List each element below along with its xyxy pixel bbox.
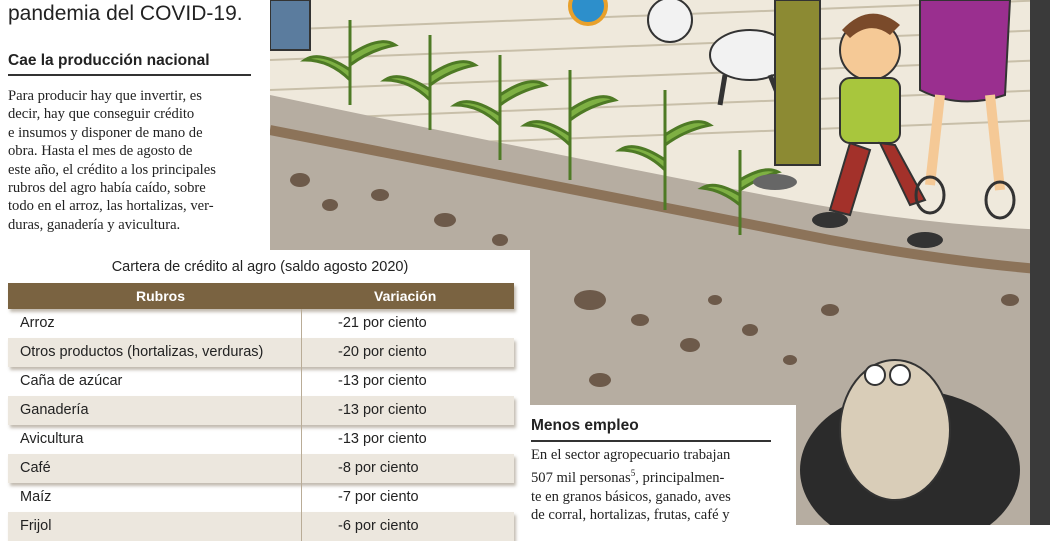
body-line: de corral, hortalizas, frutas, café y (531, 507, 730, 524)
table-row (8, 425, 514, 454)
header-variacion: Variación (374, 288, 437, 304)
table-row (8, 454, 514, 483)
cell-variacion: -8 por ciento (338, 460, 419, 476)
body-line: todo en el arroz, las hortalizas, ver- (8, 198, 214, 215)
body-line: te en granos básicos, ganado, aves (531, 488, 731, 505)
body-line: decir, hay que conseguir crédito (8, 106, 195, 123)
body-line-part: , principalmen- (635, 470, 725, 487)
section-title-empleo: Menos empleo (531, 417, 639, 434)
cell-variacion: -6 por ciento (338, 518, 419, 534)
badge-icon (570, 0, 606, 24)
column-divider (301, 338, 302, 367)
table-row (8, 338, 514, 367)
column-divider (301, 396, 302, 425)
cell-rubro: Otros productos (hortalizas, verduras) (20, 344, 264, 360)
table-title: Cartera de crédito al agro (saldo agosto 2020) (111, 259, 409, 275)
column-divider (301, 483, 302, 512)
column-divider (301, 512, 302, 541)
footnote-ref[interactable]: 5 (630, 468, 636, 479)
cell-variacion: -13 por ciento (338, 431, 427, 447)
intro-line: pandemia del COVID-19. (8, 2, 243, 25)
section-body-produccion (8, 87, 251, 234)
table-row (8, 367, 514, 396)
cell-variacion: -21 por ciento (338, 315, 427, 331)
intro-text (8, 2, 243, 26)
cell-rubro: Frijol (20, 518, 52, 534)
cell-rubro: Café (20, 460, 51, 476)
table-header (8, 283, 514, 309)
section-rule (531, 440, 771, 442)
body-line: este año, el crédito a los principales (8, 161, 216, 178)
body-line-part: 507 mil personas (531, 470, 631, 487)
cell-rubro: Maíz (20, 489, 52, 505)
cell-variacion: -7 por ciento (338, 489, 419, 505)
body-line: obra. Hasta el mes de agosto de (8, 143, 193, 160)
cell-variacion: -20 por ciento (338, 344, 427, 360)
cell-rubro: Avicultura (20, 431, 84, 447)
section-empleo (526, 405, 796, 525)
cell-rubro: Ganadería (20, 402, 89, 418)
cell-rubro: Arroz (20, 315, 55, 331)
table-row (8, 309, 514, 338)
column-divider (301, 425, 302, 454)
table-row (8, 483, 514, 512)
body-line: duras, ganadería y avicultura. (8, 216, 181, 233)
column-divider (301, 309, 302, 338)
body-line: En el sector agropecuario trabajan (531, 447, 731, 463)
cell-variacion: -13 por ciento (338, 373, 427, 389)
section-title-produccion: Cae la producción nacional (8, 52, 210, 69)
section-rule (8, 74, 251, 76)
cell-variacion: -13 por ciento (338, 402, 427, 418)
section-body-empleo (531, 446, 776, 524)
column-divider (301, 367, 302, 396)
body-line: e insumos y disponer de mano de (8, 124, 203, 141)
cell-rubro: Caña de azúcar (20, 373, 123, 389)
header-rubros: Rubros (136, 288, 185, 304)
credit-table (0, 250, 530, 534)
table-row (8, 396, 514, 425)
body-line (531, 464, 776, 487)
table-row (8, 512, 514, 541)
column-divider (301, 454, 302, 483)
body-line: Para producir hay que invertir, es (8, 88, 202, 104)
body-line: rubros del agro había caído, sobre (8, 180, 206, 197)
